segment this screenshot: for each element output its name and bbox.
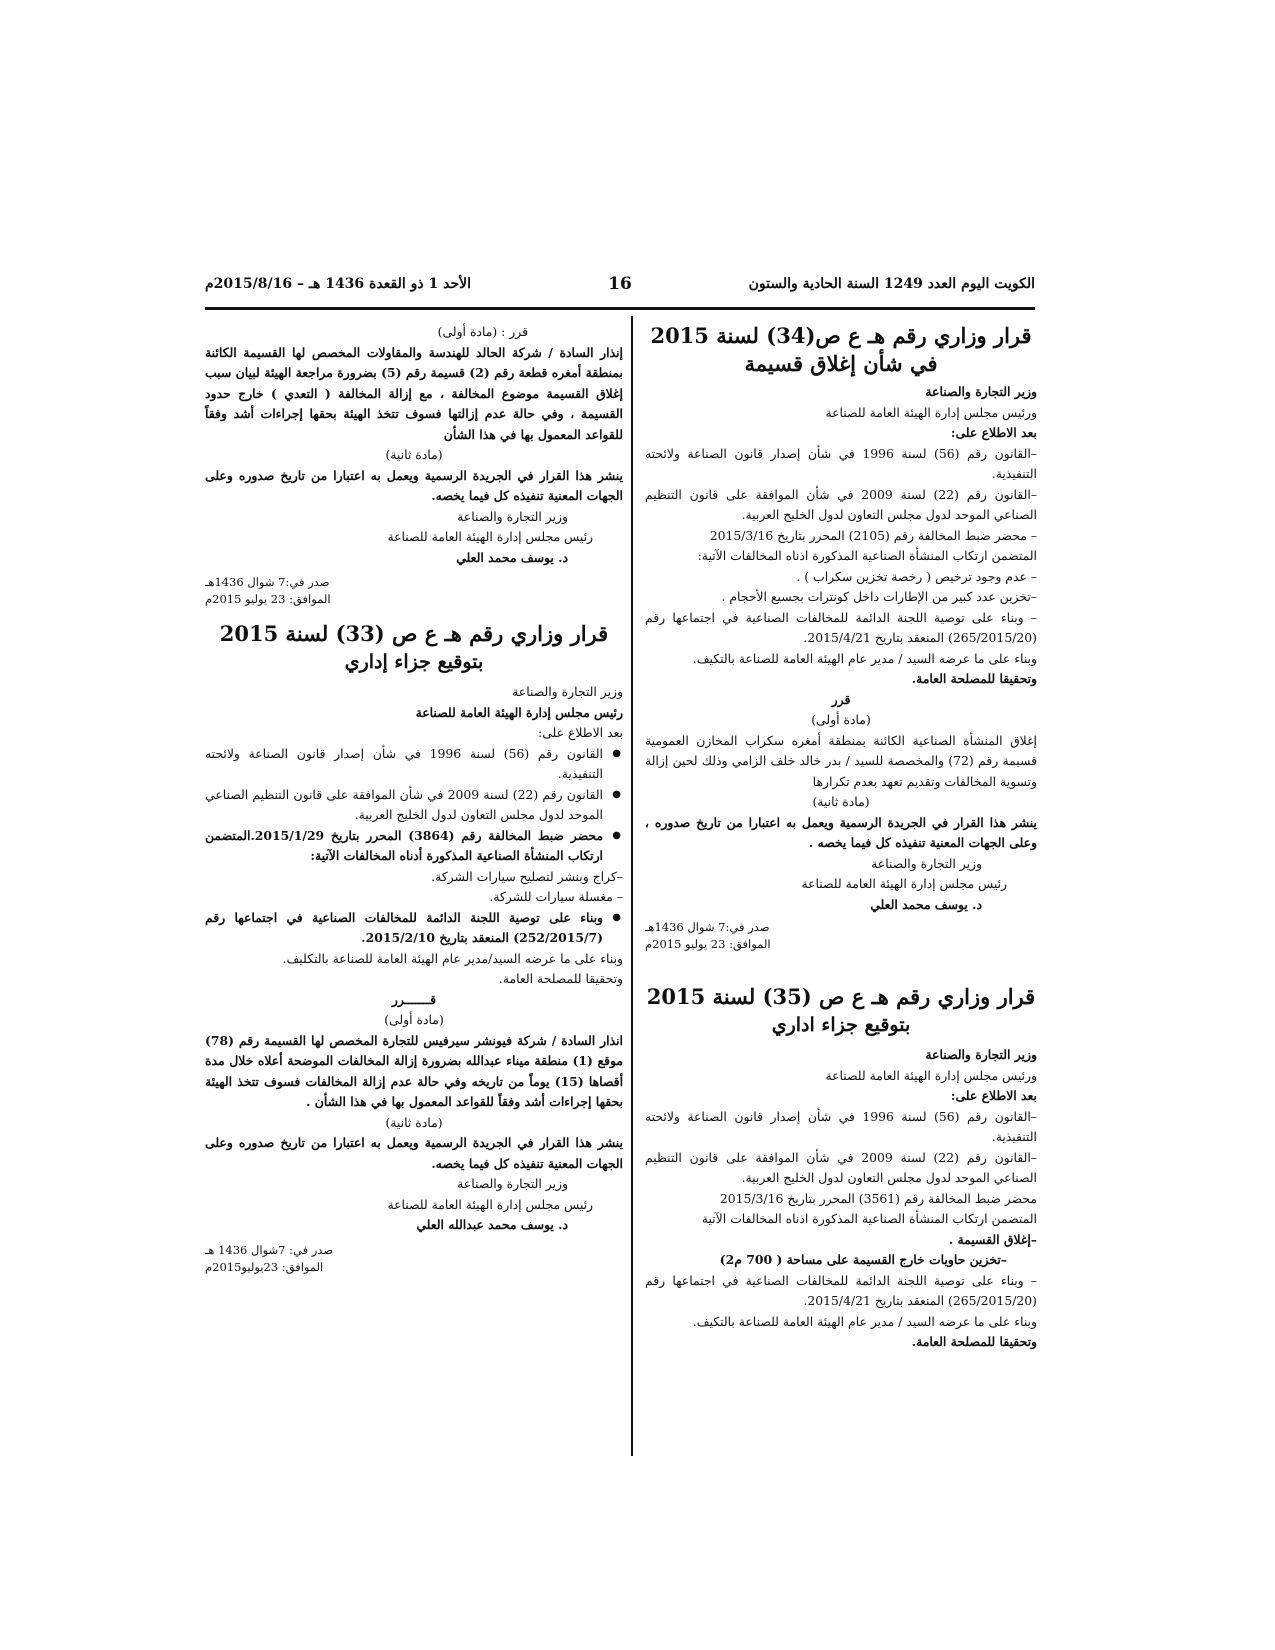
article-1-text: انذار السادة / شركة فيونشر سيرفيس للتجارة المخصص لها القسيمة رقم (78) موقع (1) منطقة ميناء عبدالله بضرورة إزالة المخالفات الموضحة أعلاه خلال مدة أقصاها (15) يوماً من تاريخه وفي حالة عدم إزالة المخالفات فسوف تتخذ الهيئة بحقها إجراءات أشد وفقاً للقواعد المعمول بها في هذا الشأن . (205, 1032, 624, 1109)
list-item: ● محضر ضبط المخالفة رقم (3864) المحرر بتاريخ 2015/1/29.المتضمن ارتكاب المنشأة الصناعية المذكورة أدناه المخالفات الآتية: (205, 826, 603, 867)
line: –القانون رقم (22) لسنة 2009 في شأن الموافقة على قانون التنظيم الصناعي الموحد لدول مجلس التعاون لدول الخليج العربية. (645, 486, 1037, 522)
line: وزير التجارة والصناعة (925, 1047, 1037, 1062)
signatory-title: رئيس مجلس إدارة الهيئة العامة للصناعة (801, 876, 1007, 891)
line: وزير التجارة والصناعة (925, 384, 1037, 399)
line: المتضمن ارتكاب المنشأة الصناعية المذكورة اذناه المخالفات الآتية (701, 1211, 1037, 1226)
decree-34-subtitle: في شأن إغلاق قسيمة (744, 351, 938, 376)
line: –إغلاق القسيمة . (948, 1231, 1037, 1247)
line: –كراج وبنشر لتصليح سيارات الشركة. (431, 868, 623, 884)
header-rule (205, 307, 1035, 310)
issue-date: صدر في: 7شوال 1436 هـ (205, 1242, 334, 1257)
article-1-heading: (مادة أولى) (384, 1012, 444, 1027)
line: محضر ضبط المخالفة رقم (3561) المحرر بتاريخ 2015/3/16 (719, 1190, 1037, 1206)
issue-date: صدر في:7 شوال 1436هـ (205, 575, 330, 589)
article-1-text: إغلاق المنشأة الصناعية الكائنة بمنطقة أمغره سكراب المخازن العمومية قسيمة رقم (72) والمخصصة للسيد / بدر خالد خلف الزامي وذلك لحين إزالة وتسوية المخالفات وتقديم تعهد بعدم تكرارها (645, 732, 1037, 789)
article-2-text: ينشر هذا القرار في الجريدة الرسمية ويعمل به اعتبارا من تاريخ صدوره وعلى الجهات المعنية تنفيذه كل فيما يخصه. (205, 1135, 623, 1171)
decision-line: قرر : (مادة أولى) (437, 324, 528, 339)
line: –تخزين عدد كبير من الإطارات داخل كونترات بجسيع الأحجام . (721, 589, 1037, 604)
line: – عدم وجود ترخيص ( رخصة تخزين سكراب ) . (796, 568, 1037, 584)
signatory-name: د. يوسف محمد عبدالله العلي (416, 1217, 568, 1232)
article-2-text: ينشر هذا القرار في الجريدة الرسمية ويعمل به اعتبارا من تاريخ صدوره وعلى الجهات المعنية تنفيذه كل فيما يخصه. (205, 467, 623, 503)
list-item: ● القانون رقم (56) لسنة 1996 في شأن إصدار قانون الصناعة ولائحته التنفيذية. (205, 744, 603, 785)
corresponding-date: الموافق: 23يوليو2015م (205, 1259, 324, 1274)
line: وبناء على ما عرضه السيد / مدير عام الهيئة العامة للصناعة بالتكيف. (692, 650, 1037, 666)
article-2-text: ينشر هذا القرار في الجريدة الرسمية ويعمل به اعتبارا من تاريخ صدوره ، وعلى الجهات المعنية تنفيذه كل فيما يخصه . (645, 814, 1037, 850)
line: وبناء على ما عرضه السيد / مدير عام الهيئة العامة للصناعة بالتكيف. (692, 1313, 1037, 1329)
line: المتضمن ارتكاب المنشأة الصناعية المذكورة اذناه المخالفات الآتية: (697, 548, 1037, 563)
issue-date: صدر في:7 شوال 1436هـ (645, 920, 770, 934)
line: وزير التجارة والصناعة (512, 684, 623, 699)
line: – وبناء على توصية اللجنة الدائمة للمخالفات الصناعية في اجتماعها رقم (265/2015/20) المنعقد بتاريخ 2015/4/21. (645, 1272, 1037, 1308)
column-divider (631, 316, 633, 1456)
list-item: ● القانون رقم (22) لسنة 2009 في شأن الموافقة على قانون التنظيم الصناعي الموحد لدول مجلس التعاون لدول الخليج العربية. (205, 785, 603, 826)
line: –القانون رقم (56) لسنة 1996 في شأن إصدار قانون الصناعة ولائحته التنفيذية. (645, 1108, 1037, 1144)
article-2-heading: (مادة ثانية) (385, 447, 443, 462)
signatory-title: رئيس مجلس إدارة الهيئة العامة للصناعة (387, 1196, 593, 1212)
corresponding-date: الموافق: 23 يوليو 2015م (645, 937, 771, 951)
line: – محضر ضبط المخالفة رقم (2105) المحرر بتاريخ 2015/3/16 (709, 527, 1037, 543)
decree-33-subtitle: بتوقيع جزاء إداري (344, 651, 484, 673)
page-number: 16 (608, 274, 632, 294)
line: وتحقيقا للمصلحة العامة. (498, 971, 623, 986)
right-column (645, 322, 1037, 1353)
signatory-title: وزير التجارة والصناعة (457, 1176, 568, 1191)
decision-word: قـــــــرر (391, 991, 437, 1007)
decree-34-title: قرار وزاري رقم هـ ع ص(34) لسنة 2015 (650, 323, 1032, 348)
article-1-heading: (مادة أولى) (811, 712, 871, 727)
line: – وبناء على توصية اللجنة الدائمة للمخالفات الصناعية في اجتماعها رقم (265/2015/20) المنعقد بتاريخ 2015/4/21. (645, 609, 1037, 645)
corresponding-date: الموافق: 23 يوليو 2015م (205, 592, 331, 606)
line: بعد الاطلاع على: (950, 425, 1037, 440)
line: –القانون رقم (56) لسنة 1996 في شأن إصدار قانون الصناعة ولائحته التنفيذية. (645, 445, 1037, 481)
list-item: ● وبناء على توصية اللجنة الدائمة للمخالفات الصناعية في اجتماعها رقم (252/2015/7) المنعقد بتاريخ 2015/2/10. (205, 908, 603, 949)
line: بعد الاطلاع على: (950, 1088, 1037, 1103)
bullet-list (205, 908, 623, 949)
article-1-text: إنذار السادة / شركة الحالد للهندسة والمقاولات المخصص لها القسيمة الكائنة بمنطقة أمغره قطعة رقم (2) قسيمة رقم (5) بضرورة مراجعة الهيئة لبيان سبب إغلاق القسيمة موضوع المخالفة ، مع إزالة المخالفة ( التعدي ) خارج حدود القسيمة ، وفي حالة عدم إزالتها فسوف تتخذ الهيئة بحقها إجراءات أشد وفقاً للقواعد المعمول بها في هذا الشأن (205, 344, 624, 442)
signatory-title: وزير التجارة والصناعة (871, 855, 982, 871)
decree-35-subtitle: بتوقيع جزاء اداري (771, 1014, 911, 1036)
decree-33-title: قرار وزاري رقم هـ ع ص (33) لسنة 2015 (219, 621, 609, 646)
article-2-heading: (مادة ثانية) (812, 794, 870, 809)
left-column (205, 322, 623, 1276)
line: ورئيس مجلس إدارة الهيئة العامة للصناعة (825, 1067, 1037, 1083)
line: –القانون رقم (22) لسنة 2009 في شأن الموافقة على قانون التنظيم الصناعي الموحد لدول مجلس التعاون لدول الخليج العربية. (645, 1149, 1037, 1185)
line: وتحقيقا للمصلحة العامة. (911, 1334, 1037, 1349)
line: – مغسلة سيارات للشركة. (489, 889, 623, 904)
line: ورئيس مجلس إدارة الهيئة العامة للصناعة (825, 404, 1037, 420)
line: بعد الاطلاع على: (538, 725, 623, 740)
article-2-heading: (مادة ثانية) (385, 1114, 443, 1130)
line: رئيس مجلس إدارة الهيئة العامة للصناعة (415, 704, 623, 720)
publication-issue: الكويت اليوم العدد 1249 السنة الحادية والستون (748, 276, 1035, 292)
signatory-name: د. يوسف محمد العلي (456, 549, 568, 565)
signatory-title: رئيس مجلس إدارة الهيئة العامة للصناعة (387, 529, 593, 544)
line: وتحقيقا للمصلحة العامة. (911, 671, 1037, 686)
line: وبناء على ما عرضه السيد/مدير عام الهيئة العامة للصناعة بالتكليف. (282, 950, 623, 966)
publication-date: الأحد 1 ذو القعدة 1436 هـ – 2015/8/16م (205, 276, 471, 292)
page-header (205, 276, 1035, 304)
decision-word: قرر (831, 691, 851, 707)
bullet-list (205, 744, 623, 867)
signatory-name: د. يوسف محمد العلي (870, 896, 982, 912)
signatory-title: وزير التجارة والصناعة (457, 508, 568, 524)
line: –تخزين حاويات خارج القسيمة على مساحة ( 700 م2) (719, 1252, 1007, 1267)
decree-35-title: قرار وزاري رقم هـ ع ص (35) لسنة 2015 (646, 984, 1036, 1009)
